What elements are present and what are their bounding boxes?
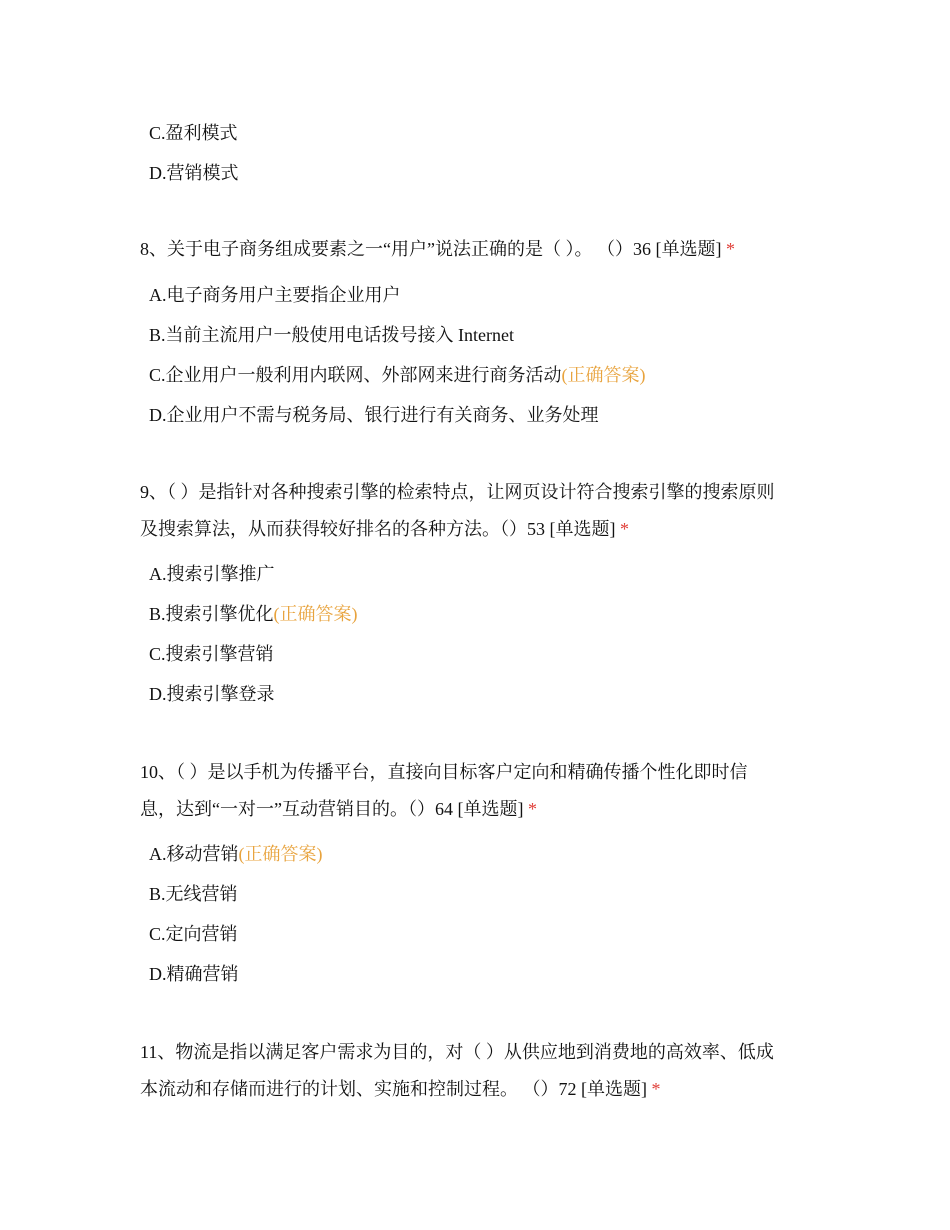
q9-option-c-text: C.搜索引擎营销 [149, 644, 274, 664]
q8-option-a[interactable] [149, 283, 401, 307]
q8-question [140, 237, 735, 261]
q11-question-line2 [140, 1077, 661, 1101]
q8-question-text: 8、关于电子商务组成要素之一“用户”说法正确的是（ ）。 （）36 [单选题] [140, 239, 722, 259]
q10-option-d-text: D.精确营销 [149, 964, 239, 984]
q11-required-mark: * [651, 1079, 661, 1099]
q8-option-c-text: C.企业用户一般利用内联网、外部网来进行商务活动 [149, 365, 562, 385]
q8-option-a-text: A.电子商务用户主要指企业用户 [149, 285, 401, 305]
q10-option-a[interactable] [149, 842, 323, 866]
q9-question-line1 [140, 480, 775, 504]
q9-question-line2 [140, 517, 629, 541]
q9-option-b-text: B.搜索引擎优化 [149, 604, 274, 624]
q9-option-d[interactable] [149, 682, 275, 706]
q11-question-line1 [140, 1040, 774, 1064]
q8-option-b[interactable] [149, 323, 514, 347]
q10-question-text-2: 息，达到“一对一”互动营销目的。（）64 [单选题] [140, 799, 524, 819]
q10-question-line1 [140, 760, 748, 784]
q8-option-c[interactable] [149, 363, 646, 387]
q9-option-a[interactable] [149, 562, 275, 586]
q10-option-b-text: B.无线营销 [149, 884, 238, 904]
correct-answer-tag: (正确答案) [561, 365, 646, 385]
q8-option-d-text: D.企业用户不需与税务局、银行进行有关商务、业务处理 [149, 405, 599, 425]
q9-option-b[interactable] [149, 602, 358, 626]
correct-answer-tag: (正确答案) [238, 844, 323, 864]
q11-question-text-2: 本流动和存储而进行的计划、实施和控制过程。 （）72 [单选题] [140, 1079, 647, 1099]
q9-option-c[interactable] [149, 642, 274, 666]
q10-option-b[interactable] [149, 882, 238, 906]
q10-option-d[interactable] [149, 962, 239, 986]
q8-required-mark: * [725, 239, 735, 259]
q7-option-c-text: C.盈利模式 [149, 123, 238, 143]
q7-option-d-text: D.营销模式 [149, 163, 239, 183]
q8-option-d[interactable] [149, 403, 599, 427]
q7-option-d[interactable] [149, 161, 239, 185]
q8-option-b-text: B.当前主流用户一般使用电话拨号接入 Internet [149, 325, 514, 345]
q10-question-text-1: 10、（ ）是以手机为传播平台，直接向目标客户定向和精确传播个性化即时信 [140, 762, 748, 782]
q10-option-a-text: A.移动营销 [149, 844, 239, 864]
q10-option-c-text: C.定向营销 [149, 924, 238, 944]
q11-question-text-1: 11、物流是指以满足客户需求为目的，对（ ）从供应地到消费地的高效率、低成 [140, 1042, 774, 1062]
q7-option-c[interactable] [149, 121, 238, 145]
q10-question-line2 [140, 797, 537, 821]
q10-required-mark: * [527, 799, 537, 819]
q9-option-a-text: A.搜索引擎推广 [149, 564, 275, 584]
q10-option-c[interactable] [149, 922, 238, 946]
correct-answer-tag: (正确答案) [273, 604, 358, 624]
q9-required-mark: * [620, 519, 629, 539]
q9-question-text-2: 及搜索算法，从而获得较好排名的各种方法。（）53 [单选题] [140, 519, 616, 539]
q9-question-text-1: 9、（ ）是指针对各种搜索引擎的检索特点，让网页设计符合搜索引擎的搜索原则 [140, 482, 775, 502]
q9-option-d-text: D.搜索引擎登录 [149, 684, 275, 704]
